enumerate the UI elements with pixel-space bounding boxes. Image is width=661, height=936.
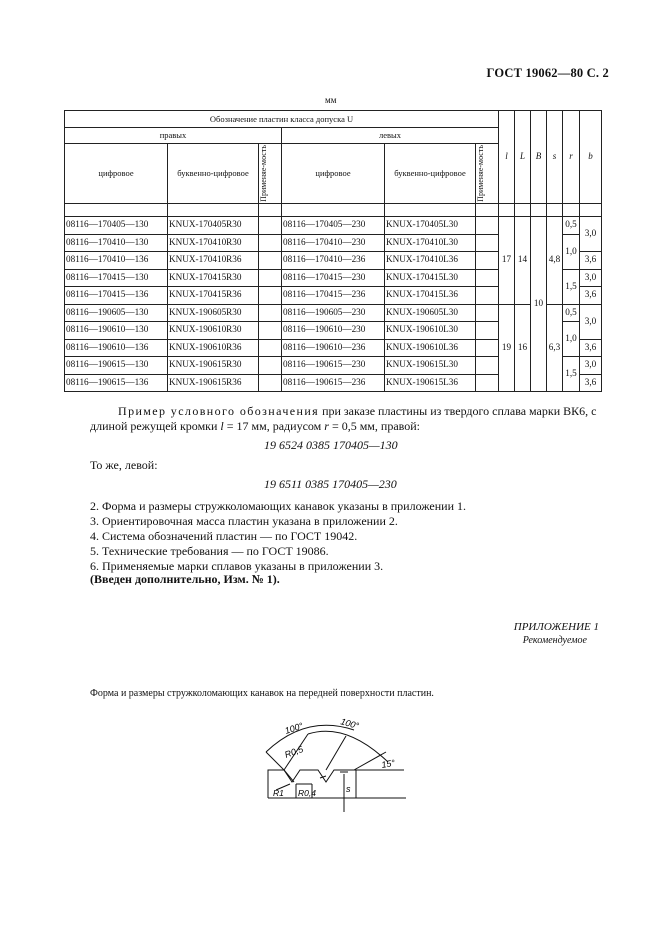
example-line2-a: длиной режущей кромки (90, 419, 221, 433)
col-header-s: s (547, 111, 563, 204)
cell-right-digital: 08116—170415—130 (65, 269, 168, 287)
cell-s-group2: 6,3 (547, 304, 563, 392)
page-header: ГОСТ 19062—80 С. 2 (486, 66, 609, 80)
cell-left-alpha: KNUX-170415L30 (385, 269, 476, 287)
note-4: 4. Система обозначений пластин — по ГОСТ 19042. (90, 529, 358, 543)
cell-right-digital: 08116—190605—130 (65, 304, 168, 322)
col-header-digital-right: цифровое (65, 144, 168, 204)
cell-left-digital: 08116—190605—230 (282, 304, 385, 322)
col-header-alpha-right: буквенно-цифровое (168, 144, 259, 204)
col-header-l: l (499, 111, 515, 204)
cell-left-digital: 08116—170415—236 (282, 287, 385, 305)
appendix-title: ПРИЛОЖЕНИЕ 1 (513, 621, 599, 633)
cell-B: 10 (531, 217, 547, 392)
cell-l-group1: 17 (499, 217, 515, 305)
example-code-right: 19 6524 0385 170405—130 (264, 438, 398, 452)
cell-right-alpha: KNUX-190615R30 (168, 357, 259, 375)
cell-right-digital: 08116—170410—136 (65, 252, 168, 270)
same-left-label: То же, левой: (90, 458, 158, 472)
left-inserts-header: левых (282, 128, 499, 144)
cell-l-group2: 19 (499, 304, 515, 392)
cell-right-alpha: KNUX-170405R30 (168, 217, 259, 235)
col-header-digital-left: цифровое (282, 144, 385, 204)
col-header-L: L (515, 111, 531, 204)
cell-right-digital: 08116—190610—136 (65, 339, 168, 357)
cell-left-alpha: KNUX-170410L30 (385, 234, 476, 252)
example-intro-rest: при заказе пластины из твердого сплава марки ВК6, с (319, 404, 597, 418)
cell-b: 3,0 (580, 357, 602, 375)
cell-left-alpha: KNUX-190615L36 (385, 374, 476, 392)
note-6: 6. Применяемые марки сплавов указаны в приложении 3. (90, 559, 384, 573)
insert-designation-table (64, 110, 602, 392)
example-symbol-r: r (324, 419, 329, 433)
cell-left-alpha: KNUX-190605L30 (385, 304, 476, 322)
cell-right-alpha: KNUX-190615R36 (168, 374, 259, 392)
col-header-alpha-left: буквенно-цифровое (385, 144, 476, 204)
cell-right-alpha: KNUX-170410R30 (168, 234, 259, 252)
example-line-2 (90, 419, 420, 434)
cell-L-group1: 14 (515, 217, 531, 305)
col-header-B: B (531, 111, 547, 204)
radius-label-r1: R1 (273, 788, 284, 798)
col-header-r: r (563, 111, 580, 204)
cell-b: 3,6 (580, 287, 602, 305)
cell-right-alpha: KNUX-190605R30 (168, 304, 259, 322)
cell-b: 3,6 (580, 252, 602, 270)
cell-left-alpha: KNUX-170415L36 (385, 287, 476, 305)
note-3: 3. Ориентировочная масса пластин указана в приложении 2. (90, 514, 398, 528)
cell-r: 1,5 (563, 269, 580, 304)
table-row (65, 217, 602, 235)
cell-left-alpha: KNUX-190610L36 (385, 339, 476, 357)
cell-left-alpha: KNUX-170405L30 (385, 217, 476, 235)
cell-left-alpha: KNUX-190615L30 (385, 357, 476, 375)
cell-b: 3,0 (580, 304, 602, 339)
table-main-header: Обозначение пластин класса допуска U (65, 111, 499, 128)
cell-right-digital: 08116—190615—130 (65, 357, 168, 375)
col-header-b: b (580, 111, 602, 204)
chip-groove-drawing (236, 712, 412, 824)
cell-left-digital: 08116—190610—236 (282, 339, 385, 357)
cell-left-digital: 08116—170410—236 (282, 252, 385, 270)
spacer-row (65, 204, 602, 217)
cell-right-alpha: KNUX-190610R30 (168, 322, 259, 340)
example-line2-c: = 0,5 мм, правой: (328, 419, 420, 433)
table-row (65, 304, 602, 322)
units-label: мм (325, 95, 337, 105)
cell-right-digital: 08116—190610—130 (65, 322, 168, 340)
usage-label-right: Применяе-мость (259, 145, 268, 202)
cell-r: 1,5 (563, 357, 580, 392)
example-symbol-l: l (220, 419, 224, 433)
cell-r: 0,5 (563, 304, 580, 322)
note-2: 2. Форма и размеры стружколомающих канавок указаны в приложении 1. (90, 499, 467, 513)
figure-caption: Форма и размеры стружколомающих канавок на передней поверхности пластин. (90, 688, 434, 699)
cell-right-digital: 08116—190615—136 (65, 374, 168, 392)
cell-b: 3,6 (580, 374, 602, 392)
cell-b: 3,0 (580, 269, 602, 287)
cell-r: 1,0 (563, 234, 580, 269)
example-line-1 (118, 404, 596, 419)
cell-r: 1,0 (563, 322, 580, 357)
cell-right-alpha: KNUX-170410R36 (168, 252, 259, 270)
usage-label-left: Применяе-мость (476, 145, 485, 202)
cell-right-digital: 08116—170415—136 (65, 287, 168, 305)
angle-label-3: 15° (380, 757, 396, 770)
cell-right-digital: 08116—170405—130 (65, 217, 168, 235)
cell-left-digital: 08116—170410—230 (282, 234, 385, 252)
appendix-subtitle: Рекомендуемое (522, 635, 587, 646)
cell-left-alpha: KNUX-170410L36 (385, 252, 476, 270)
cell-left-digital: 08116—190615—236 (282, 374, 385, 392)
note-5: 5. Технические требования — по ГОСТ 19086. (90, 544, 329, 558)
cell-s-group1: 4,8 (547, 217, 563, 305)
cell-right-alpha: KNUX-190610R36 (168, 339, 259, 357)
radius-label-r05: R0,5 (283, 743, 305, 760)
cell-left-digital: 08116—170405—230 (282, 217, 385, 235)
angle-label-1: 100° (283, 720, 305, 736)
example-line2-b: = 17 мм, радиусом (223, 419, 325, 433)
example-code-left: 19 6511 0385 170405—230 (264, 477, 397, 491)
cell-left-digital: 08116—190610—230 (282, 322, 385, 340)
cell-right-digital: 08116—170410—130 (65, 234, 168, 252)
radius-label-r04: R0,4 (298, 788, 316, 798)
dimension-label-s: s (346, 784, 351, 794)
cell-left-alpha: KNUX-190610L30 (385, 322, 476, 340)
amendment-note: (Введен дополнительно, Изм. № 1). (90, 572, 280, 586)
cell-right-alpha: KNUX-170415R30 (168, 269, 259, 287)
cell-L-group2: 16 (515, 304, 531, 392)
cell-b: 3,0 (580, 217, 602, 252)
cell-left-digital: 08116—170415—230 (282, 269, 385, 287)
cell-b: 3,6 (580, 339, 602, 357)
col-header-usage-left (476, 144, 499, 204)
example-intro-spaced: Пример условного обозначения (118, 404, 320, 418)
cell-left-digital: 08116—190615—230 (282, 357, 385, 375)
angle-label-2: 100° (339, 716, 361, 732)
col-header-usage-right (259, 144, 282, 204)
cell-right-alpha: KNUX-170415R36 (168, 287, 259, 305)
cell-r: 0,5 (563, 217, 580, 235)
right-inserts-header: правых (65, 128, 282, 144)
